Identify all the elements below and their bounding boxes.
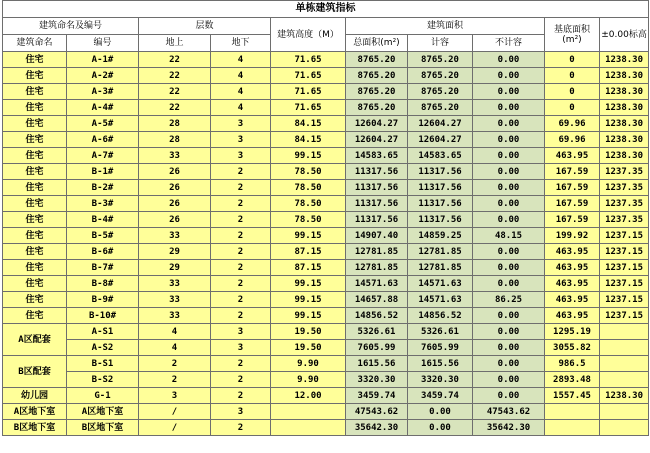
base-area-cell[interactable]: 463.95 <box>545 260 600 276</box>
not-counted-cell[interactable]: 0.00 <box>473 340 545 356</box>
elevation-cell[interactable]: 1237.35 <box>600 180 649 196</box>
below-cell[interactable]: 2 <box>211 196 271 212</box>
base-area-cell[interactable]: 0 <box>545 68 600 84</box>
table-row <box>3 180 649 196</box>
table-row <box>3 244 649 260</box>
code-cell[interactable]: A-6# <box>67 132 139 148</box>
total-area-cell[interactable]: 14583.65 <box>346 148 408 164</box>
elevation-cell[interactable]: 1238.30 <box>600 116 649 132</box>
base-area-cell[interactable]: 1295.19 <box>545 324 600 340</box>
below-cell[interactable]: 2 <box>211 292 271 308</box>
header-floors-group[interactable]: 层数 <box>139 18 271 35</box>
not-counted-cell[interactable]: 35642.30 <box>473 420 545 436</box>
not-counted-cell[interactable]: 0.00 <box>473 68 545 84</box>
elevation-cell[interactable] <box>600 372 649 388</box>
table-row <box>3 116 649 132</box>
height-cell[interactable]: 78.50 <box>271 180 346 196</box>
building-name-cell[interactable]: 住宅 <box>3 68 67 84</box>
above-cell[interactable]: 3 <box>139 388 211 404</box>
table-row <box>3 84 649 100</box>
code-cell[interactable]: A-7# <box>67 148 139 164</box>
base-area-cell[interactable]: 199.92 <box>545 228 600 244</box>
code-cell[interactable]: B-S1 <box>67 356 139 372</box>
elevation-cell[interactable]: 1238.30 <box>600 388 649 404</box>
base-area-cell[interactable]: 167.59 <box>545 164 600 180</box>
below-cell[interactable]: 2 <box>211 180 271 196</box>
above-cell[interactable]: 26 <box>139 164 211 180</box>
building-name-cell[interactable]: 住宅 <box>3 244 67 260</box>
total-area-cell[interactable]: 12781.85 <box>346 244 408 260</box>
table-row <box>3 388 649 404</box>
not-counted-cell[interactable]: 0.00 <box>473 84 545 100</box>
height-cell[interactable] <box>271 420 346 436</box>
elevation-cell[interactable]: 1238.30 <box>600 132 649 148</box>
base-area-cell[interactable]: 167.59 <box>545 180 600 196</box>
table-row <box>3 148 649 164</box>
counted-cell[interactable]: 11317.56 <box>408 212 473 228</box>
counted-cell[interactable]: 0.00 <box>408 404 473 420</box>
total-area-cell[interactable]: 12604.27 <box>346 116 408 132</box>
building-name-cell[interactable]: 住宅 <box>3 180 67 196</box>
not-counted-cell[interactable]: 0.00 <box>473 372 545 388</box>
counted-cell[interactable]: 8765.20 <box>408 100 473 116</box>
header-total-area[interactable]: 总面积(m²) <box>346 35 408 52</box>
counted-cell[interactable]: 0.00 <box>408 420 473 436</box>
table-row <box>3 100 649 116</box>
below-cell[interactable]: 2 <box>211 276 271 292</box>
not-counted-cell[interactable]: 0.00 <box>473 244 545 260</box>
header-row-1 <box>3 18 649 35</box>
code-cell[interactable]: B区地下室 <box>67 420 139 436</box>
building-name-cell[interactable]: 住宅 <box>3 212 67 228</box>
above-cell[interactable]: 33 <box>139 228 211 244</box>
total-area-cell[interactable]: 14856.52 <box>346 308 408 324</box>
code-cell[interactable]: B-7# <box>67 260 139 276</box>
elevation-cell[interactable]: 1238.30 <box>600 148 649 164</box>
elevation-cell[interactable]: 1237.15 <box>600 244 649 260</box>
counted-cell[interactable]: 8765.20 <box>408 68 473 84</box>
above-cell[interactable]: 33 <box>139 148 211 164</box>
elevation-cell[interactable]: 1238.30 <box>600 52 649 68</box>
above-cell[interactable]: 33 <box>139 292 211 308</box>
not-counted-cell[interactable]: 0.00 <box>473 388 545 404</box>
total-area-cell[interactable]: 3459.74 <box>346 388 408 404</box>
base-area-cell[interactable]: 463.95 <box>545 244 600 260</box>
not-counted-cell[interactable]: 47543.62 <box>473 404 545 420</box>
above-cell[interactable]: 29 <box>139 244 211 260</box>
height-cell[interactable]: 87.15 <box>271 260 346 276</box>
code-cell[interactable]: B-S2 <box>67 372 139 388</box>
header-above[interactable]: 地上 <box>139 35 211 52</box>
table-row <box>3 404 649 420</box>
below-cell[interactable]: 3 <box>211 148 271 164</box>
height-cell[interactable]: 78.50 <box>271 196 346 212</box>
above-cell[interactable]: 26 <box>139 212 211 228</box>
height-cell[interactable]: 87.15 <box>271 244 346 260</box>
total-area-cell[interactable]: 47543.62 <box>346 404 408 420</box>
below-cell[interactable]: 2 <box>211 244 271 260</box>
above-cell[interactable]: 28 <box>139 132 211 148</box>
title-row <box>3 1 649 18</box>
counted-cell[interactable]: 3320.30 <box>408 372 473 388</box>
below-cell[interactable]: 2 <box>211 164 271 180</box>
total-area-cell[interactable]: 11317.56 <box>346 164 408 180</box>
height-cell[interactable]: 9.90 <box>271 372 346 388</box>
counted-cell[interactable]: 14583.65 <box>408 148 473 164</box>
below-cell[interactable]: 2 <box>211 356 271 372</box>
not-counted-cell[interactable]: 0.00 <box>473 212 545 228</box>
counted-cell[interactable]: 14859.25 <box>408 228 473 244</box>
above-cell[interactable]: / <box>139 404 211 420</box>
total-area-cell[interactable]: 3320.30 <box>346 372 408 388</box>
below-cell[interactable]: 3 <box>211 132 271 148</box>
above-cell[interactable]: 4 <box>139 340 211 356</box>
elevation-cell[interactable]: 1237.35 <box>600 212 649 228</box>
base-area-cell[interactable]: 3055.82 <box>545 340 600 356</box>
below-cell[interactable]: 2 <box>211 260 271 276</box>
counted-cell[interactable]: 7605.99 <box>408 340 473 356</box>
code-cell[interactable]: B-1# <box>67 164 139 180</box>
table-row <box>3 260 649 276</box>
height-cell[interactable]: 84.15 <box>271 116 346 132</box>
below-cell[interactable]: 3 <box>211 324 271 340</box>
building-name-cell[interactable]: 住宅 <box>3 276 67 292</box>
not-counted-cell[interactable]: 0.00 <box>473 164 545 180</box>
not-counted-cell[interactable]: 0.00 <box>473 180 545 196</box>
height-cell[interactable]: 71.65 <box>271 68 346 84</box>
height-cell[interactable]: 99.15 <box>271 148 346 164</box>
code-cell[interactable]: B-8# <box>67 276 139 292</box>
total-area-cell[interactable]: 5326.61 <box>346 324 408 340</box>
total-area-cell[interactable]: 1615.56 <box>346 356 408 372</box>
below-cell[interactable]: 3 <box>211 116 271 132</box>
total-area-cell[interactable]: 12604.27 <box>346 132 408 148</box>
code-cell[interactable]: B-3# <box>67 196 139 212</box>
total-area-cell[interactable]: 14907.40 <box>346 228 408 244</box>
base-area-cell[interactable]: 0 <box>545 52 600 68</box>
table-row <box>3 292 649 308</box>
base-area-cell[interactable]: 0 <box>545 100 600 116</box>
base-area-cell[interactable]: 986.5 <box>545 356 600 372</box>
not-counted-cell[interactable]: 0.00 <box>473 148 545 164</box>
table-row <box>3 196 649 212</box>
height-cell[interactable]: 99.15 <box>271 308 346 324</box>
elevation-cell[interactable]: 1237.15 <box>600 308 649 324</box>
building-name-cell[interactable]: 住宅 <box>3 116 67 132</box>
above-cell[interactable]: 26 <box>139 196 211 212</box>
base-area-cell[interactable]: 1557.45 <box>545 388 600 404</box>
header-counted[interactable]: 计容 <box>408 35 473 52</box>
header-height[interactable]: 建筑高度（M） <box>271 18 346 52</box>
building-name-cell[interactable]: A区配套 <box>3 324 67 356</box>
elevation-cell[interactable]: 1238.30 <box>600 68 649 84</box>
base-area-cell[interactable]: 69.96 <box>545 116 600 132</box>
not-counted-cell[interactable]: 0.00 <box>473 356 545 372</box>
elevation-cell[interactable]: 1237.15 <box>600 228 649 244</box>
counted-cell[interactable]: 12781.85 <box>408 260 473 276</box>
counted-cell[interactable]: 11317.56 <box>408 164 473 180</box>
header-base-area-label: 基底面积 <box>553 24 590 35</box>
header-code[interactable]: 编号 <box>67 35 139 52</box>
building-name-cell[interactable]: 住宅 <box>3 308 67 324</box>
header-area-group[interactable]: 建筑面积 <box>346 18 545 35</box>
code-cell[interactable]: A-3# <box>67 84 139 100</box>
base-area-cell[interactable] <box>545 404 600 420</box>
not-counted-cell[interactable]: 0.00 <box>473 100 545 116</box>
counted-cell[interactable]: 12604.27 <box>408 132 473 148</box>
base-area-cell[interactable]: 463.95 <box>545 308 600 324</box>
height-cell[interactable]: 12.00 <box>271 388 346 404</box>
base-area-cell[interactable]: 0 <box>545 84 600 100</box>
code-cell[interactable]: A-2# <box>67 68 139 84</box>
building-name-cell[interactable]: 住宅 <box>3 196 67 212</box>
total-area-cell[interactable]: 11317.56 <box>346 196 408 212</box>
elevation-cell[interactable]: 1237.35 <box>600 164 649 180</box>
height-cell[interactable]: 19.50 <box>271 340 346 356</box>
table-row <box>3 372 649 388</box>
height-cell[interactable]: 71.65 <box>271 100 346 116</box>
base-area-cell[interactable]: 69.96 <box>545 132 600 148</box>
above-cell[interactable]: 22 <box>139 100 211 116</box>
above-cell[interactable]: 2 <box>139 372 211 388</box>
not-counted-cell[interactable]: 0.00 <box>473 132 545 148</box>
counted-cell[interactable]: 1615.56 <box>408 356 473 372</box>
counted-cell[interactable]: 12781.85 <box>408 244 473 260</box>
not-counted-cell[interactable]: 48.15 <box>473 228 545 244</box>
table-row <box>3 164 649 180</box>
height-cell[interactable] <box>271 404 346 420</box>
total-area-cell[interactable]: 14657.88 <box>346 292 408 308</box>
height-cell[interactable]: 9.90 <box>271 356 346 372</box>
building-name-cell[interactable]: A区地下室 <box>3 404 67 420</box>
table-row <box>3 308 649 324</box>
total-area-cell[interactable]: 11317.56 <box>346 180 408 196</box>
building-name-cell[interactable]: 住宅 <box>3 132 67 148</box>
building-index-table <box>2 0 649 436</box>
counted-cell[interactable]: 3459.74 <box>408 388 473 404</box>
building-name-cell[interactable]: B区配套 <box>3 356 67 388</box>
table-title[interactable]: 单栋建筑指标 <box>3 1 649 18</box>
code-cell[interactable]: G-1 <box>67 388 139 404</box>
height-cell[interactable]: 99.15 <box>271 276 346 292</box>
not-counted-cell[interactable]: 0.00 <box>473 52 545 68</box>
not-counted-cell[interactable]: 86.25 <box>473 292 545 308</box>
counted-cell[interactable]: 14571.63 <box>408 276 473 292</box>
below-cell[interactable]: 2 <box>211 388 271 404</box>
code-cell[interactable]: B-9# <box>67 292 139 308</box>
elevation-cell[interactable] <box>600 340 649 356</box>
table-row <box>3 132 649 148</box>
below-cell[interactable]: 3 <box>211 404 271 420</box>
building-name-cell[interactable]: B区地下室 <box>3 420 67 436</box>
above-cell[interactable]: 4 <box>139 324 211 340</box>
table-row <box>3 324 649 340</box>
not-counted-cell[interactable]: 0.00 <box>473 260 545 276</box>
above-cell[interactable]: 33 <box>139 308 211 324</box>
above-cell[interactable]: 22 <box>139 52 211 68</box>
header-base-area-unit: (m²) <box>562 34 582 45</box>
elevation-cell[interactable]: 1238.30 <box>600 100 649 116</box>
building-name-cell[interactable]: 住宅 <box>3 100 67 116</box>
base-area-cell[interactable]: 463.95 <box>545 292 600 308</box>
above-cell[interactable]: 28 <box>139 116 211 132</box>
elevation-cell[interactable]: 1237.15 <box>600 292 649 308</box>
header-name[interactable]: 建筑命名 <box>3 35 67 52</box>
not-counted-cell[interactable]: 0.00 <box>473 276 545 292</box>
total-area-cell[interactable]: 35642.30 <box>346 420 408 436</box>
total-area-cell[interactable]: 8765.20 <box>346 52 408 68</box>
height-cell[interactable]: 99.15 <box>271 228 346 244</box>
counted-cell[interactable]: 12604.27 <box>408 116 473 132</box>
header-not-counted[interactable]: 不计容 <box>473 35 545 52</box>
counted-cell[interactable]: 14571.63 <box>408 292 473 308</box>
code-cell[interactable]: B-10# <box>67 308 139 324</box>
code-cell[interactable]: A-4# <box>67 100 139 116</box>
height-cell[interactable]: 78.50 <box>271 212 346 228</box>
height-cell[interactable]: 84.15 <box>271 132 346 148</box>
counted-cell[interactable]: 11317.56 <box>408 180 473 196</box>
base-area-cell[interactable]: 2893.48 <box>545 372 600 388</box>
building-name-cell[interactable]: 住宅 <box>3 84 67 100</box>
building-name-cell[interactable]: 住宅 <box>3 228 67 244</box>
base-area-cell[interactable] <box>545 420 600 436</box>
elevation-cell[interactable]: 1238.30 <box>600 84 649 100</box>
above-cell[interactable]: 26 <box>139 180 211 196</box>
above-cell[interactable]: 2 <box>139 356 211 372</box>
building-name-cell[interactable]: 住宅 <box>3 148 67 164</box>
counted-cell[interactable]: 11317.56 <box>408 196 473 212</box>
building-name-cell[interactable]: 幼儿园 <box>3 388 67 404</box>
header-base-area[interactable] <box>545 18 600 52</box>
base-area-cell[interactable]: 167.59 <box>545 196 600 212</box>
above-cell[interactable]: 29 <box>139 260 211 276</box>
total-area-cell[interactable]: 7605.99 <box>346 340 408 356</box>
code-cell[interactable]: A-5# <box>67 116 139 132</box>
table-row <box>3 212 649 228</box>
base-area-cell[interactable]: 463.95 <box>545 148 600 164</box>
height-cell[interactable]: 99.15 <box>271 292 346 308</box>
building-name-cell[interactable]: 住宅 <box>3 164 67 180</box>
total-area-cell[interactable]: 11317.56 <box>346 212 408 228</box>
total-area-cell[interactable]: 8765.20 <box>346 84 408 100</box>
code-cell[interactable]: A-S2 <box>67 340 139 356</box>
header-elevation[interactable]: ±0.00标高 <box>600 18 649 52</box>
above-cell[interactable]: / <box>139 420 211 436</box>
total-area-cell[interactable]: 14571.63 <box>346 276 408 292</box>
not-counted-cell[interactable]: 0.00 <box>473 308 545 324</box>
table-row <box>3 276 649 292</box>
below-cell[interactable]: 4 <box>211 100 271 116</box>
table-row <box>3 420 649 436</box>
code-cell[interactable]: B-2# <box>67 180 139 196</box>
code-cell[interactable]: A区地下室 <box>67 404 139 420</box>
total-area-cell[interactable]: 12781.85 <box>346 260 408 276</box>
counted-cell[interactable]: 5326.61 <box>408 324 473 340</box>
elevation-cell[interactable]: 1237.35 <box>600 196 649 212</box>
base-area-cell[interactable]: 463.95 <box>545 276 600 292</box>
counted-cell[interactable]: 8765.20 <box>408 84 473 100</box>
elevation-cell[interactable]: 1237.15 <box>600 276 649 292</box>
elevation-cell[interactable] <box>600 404 649 420</box>
header-below[interactable]: 地下 <box>211 35 271 52</box>
table-row <box>3 228 649 244</box>
not-counted-cell[interactable]: 0.00 <box>473 116 545 132</box>
elevation-cell[interactable] <box>600 420 649 436</box>
height-cell[interactable]: 71.65 <box>271 84 346 100</box>
table-row <box>3 340 649 356</box>
building-name-cell[interactable]: 住宅 <box>3 260 67 276</box>
above-cell[interactable]: 22 <box>139 84 211 100</box>
elevation-cell[interactable] <box>600 324 649 340</box>
counted-cell[interactable]: 14856.52 <box>408 308 473 324</box>
above-cell[interactable]: 33 <box>139 276 211 292</box>
not-counted-cell[interactable]: 0.00 <box>473 324 545 340</box>
code-cell[interactable]: B-6# <box>67 244 139 260</box>
height-cell[interactable]: 78.50 <box>271 164 346 180</box>
building-name-cell[interactable]: 住宅 <box>3 292 67 308</box>
below-cell[interactable]: 4 <box>211 68 271 84</box>
table-row <box>3 68 649 84</box>
counted-cell[interactable]: 8765.20 <box>408 52 473 68</box>
not-counted-cell[interactable]: 0.00 <box>473 196 545 212</box>
code-cell[interactable]: B-5# <box>67 228 139 244</box>
below-cell[interactable]: 2 <box>211 420 271 436</box>
below-cell[interactable]: 3 <box>211 340 271 356</box>
code-cell[interactable]: A-S1 <box>67 324 139 340</box>
height-cell[interactable]: 71.65 <box>271 52 346 68</box>
below-cell[interactable]: 2 <box>211 212 271 228</box>
table-row <box>3 356 649 372</box>
elevation-cell[interactable]: 1237.15 <box>600 260 649 276</box>
code-cell[interactable]: A-1# <box>67 52 139 68</box>
below-cell[interactable]: 4 <box>211 52 271 68</box>
below-cell[interactable]: 4 <box>211 84 271 100</box>
height-cell[interactable]: 19.50 <box>271 324 346 340</box>
header-name-group[interactable]: 建筑命名及编号 <box>3 18 139 35</box>
below-cell[interactable]: 2 <box>211 228 271 244</box>
building-name-cell[interactable]: 住宅 <box>3 52 67 68</box>
base-area-cell[interactable]: 167.59 <box>545 212 600 228</box>
below-cell[interactable]: 2 <box>211 308 271 324</box>
total-area-cell[interactable]: 8765.20 <box>346 100 408 116</box>
above-cell[interactable]: 22 <box>139 68 211 84</box>
table-row <box>3 52 649 68</box>
elevation-cell[interactable] <box>600 356 649 372</box>
code-cell[interactable]: B-4# <box>67 212 139 228</box>
total-area-cell[interactable]: 8765.20 <box>346 68 408 84</box>
below-cell[interactable]: 2 <box>211 372 271 388</box>
